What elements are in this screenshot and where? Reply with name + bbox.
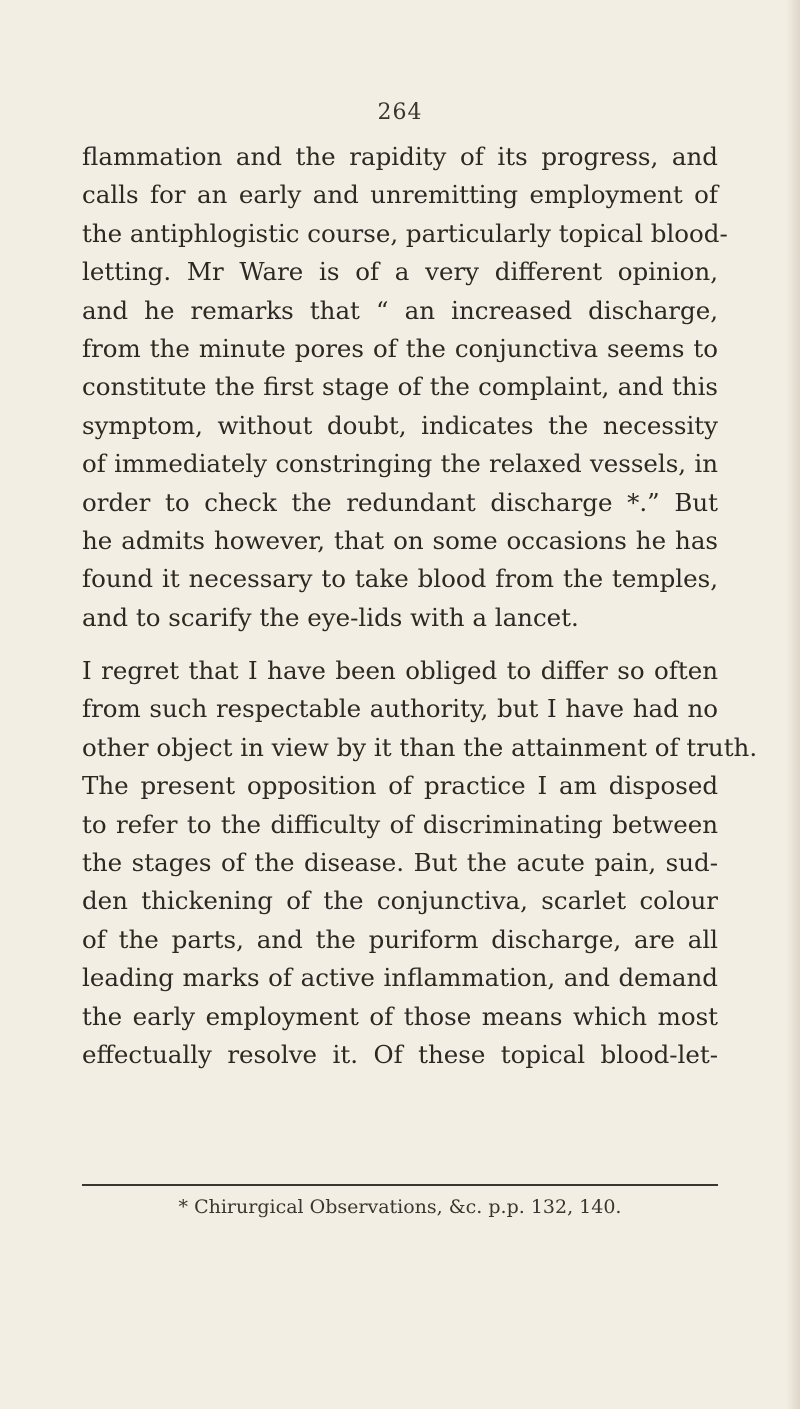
text-line: order to check the redundant discharge *.” But <box>82 487 718 517</box>
body-text <box>82 138 758 1074</box>
text-line: I regret that I have been obliged to differ so often <box>82 656 718 686</box>
text-line: of immediately constringing the relaxed vessels, in <box>82 449 718 479</box>
text-line: den thickening of the conjunctiva, scarlet colour <box>82 886 718 916</box>
text-line: leading marks of active inflammation, and demand <box>82 963 718 993</box>
text-line: other object in view by it than the attainment of truth. <box>82 732 758 762</box>
text-line: from such respectable authority, but I have had no <box>82 694 718 724</box>
text-line: found it necessary to take blood from the temples, <box>82 564 718 594</box>
text-line: letting. Mr Ware is of a very different opinion, <box>82 257 718 287</box>
text-line: calls for an early and unremitting employment of <box>82 180 718 210</box>
text-line: flammation and the rapidity of its progress, and <box>82 142 718 171</box>
text-line: the antiphlogistic course, particularly topical blood- <box>82 218 728 248</box>
paragraph-gap <box>82 637 718 652</box>
text-line: effectually resolve it. Of these topical blood-let- <box>82 1039 718 1069</box>
paragraph-1 <box>82 138 728 637</box>
text-line: the stages of the disease. But the acute pain, sud- <box>82 848 718 878</box>
text-line: of the parts, and the puriform discharge, are all <box>82 924 718 954</box>
text-line: to refer to the difficulty of discriminating between <box>82 809 718 839</box>
footnote: * Chirurgical Observations, &c. p.p. 132, 140. <box>178 1196 622 1218</box>
paragraph-2 <box>82 652 758 1074</box>
text-line: The present opposition of practice I am disposed <box>82 771 718 801</box>
footnote-rule <box>82 1184 718 1186</box>
text-line: symptom, without doubt, indicates the necessity <box>82 410 718 440</box>
text-line: from the minute pores of the conjunctiva seems to <box>82 333 718 363</box>
text-line: and he remarks that “ an increased discharge, <box>82 295 718 325</box>
text-line: the early employment of those means which most <box>82 1001 718 1031</box>
text-line: he admits however, that on some occasions he has <box>82 525 718 555</box>
text-line: constitute the first stage of the complaint, and this <box>82 372 718 402</box>
text-line: and to scarify the eye-lids with a lancet. <box>82 602 579 632</box>
page-number: 264 <box>377 100 423 125</box>
